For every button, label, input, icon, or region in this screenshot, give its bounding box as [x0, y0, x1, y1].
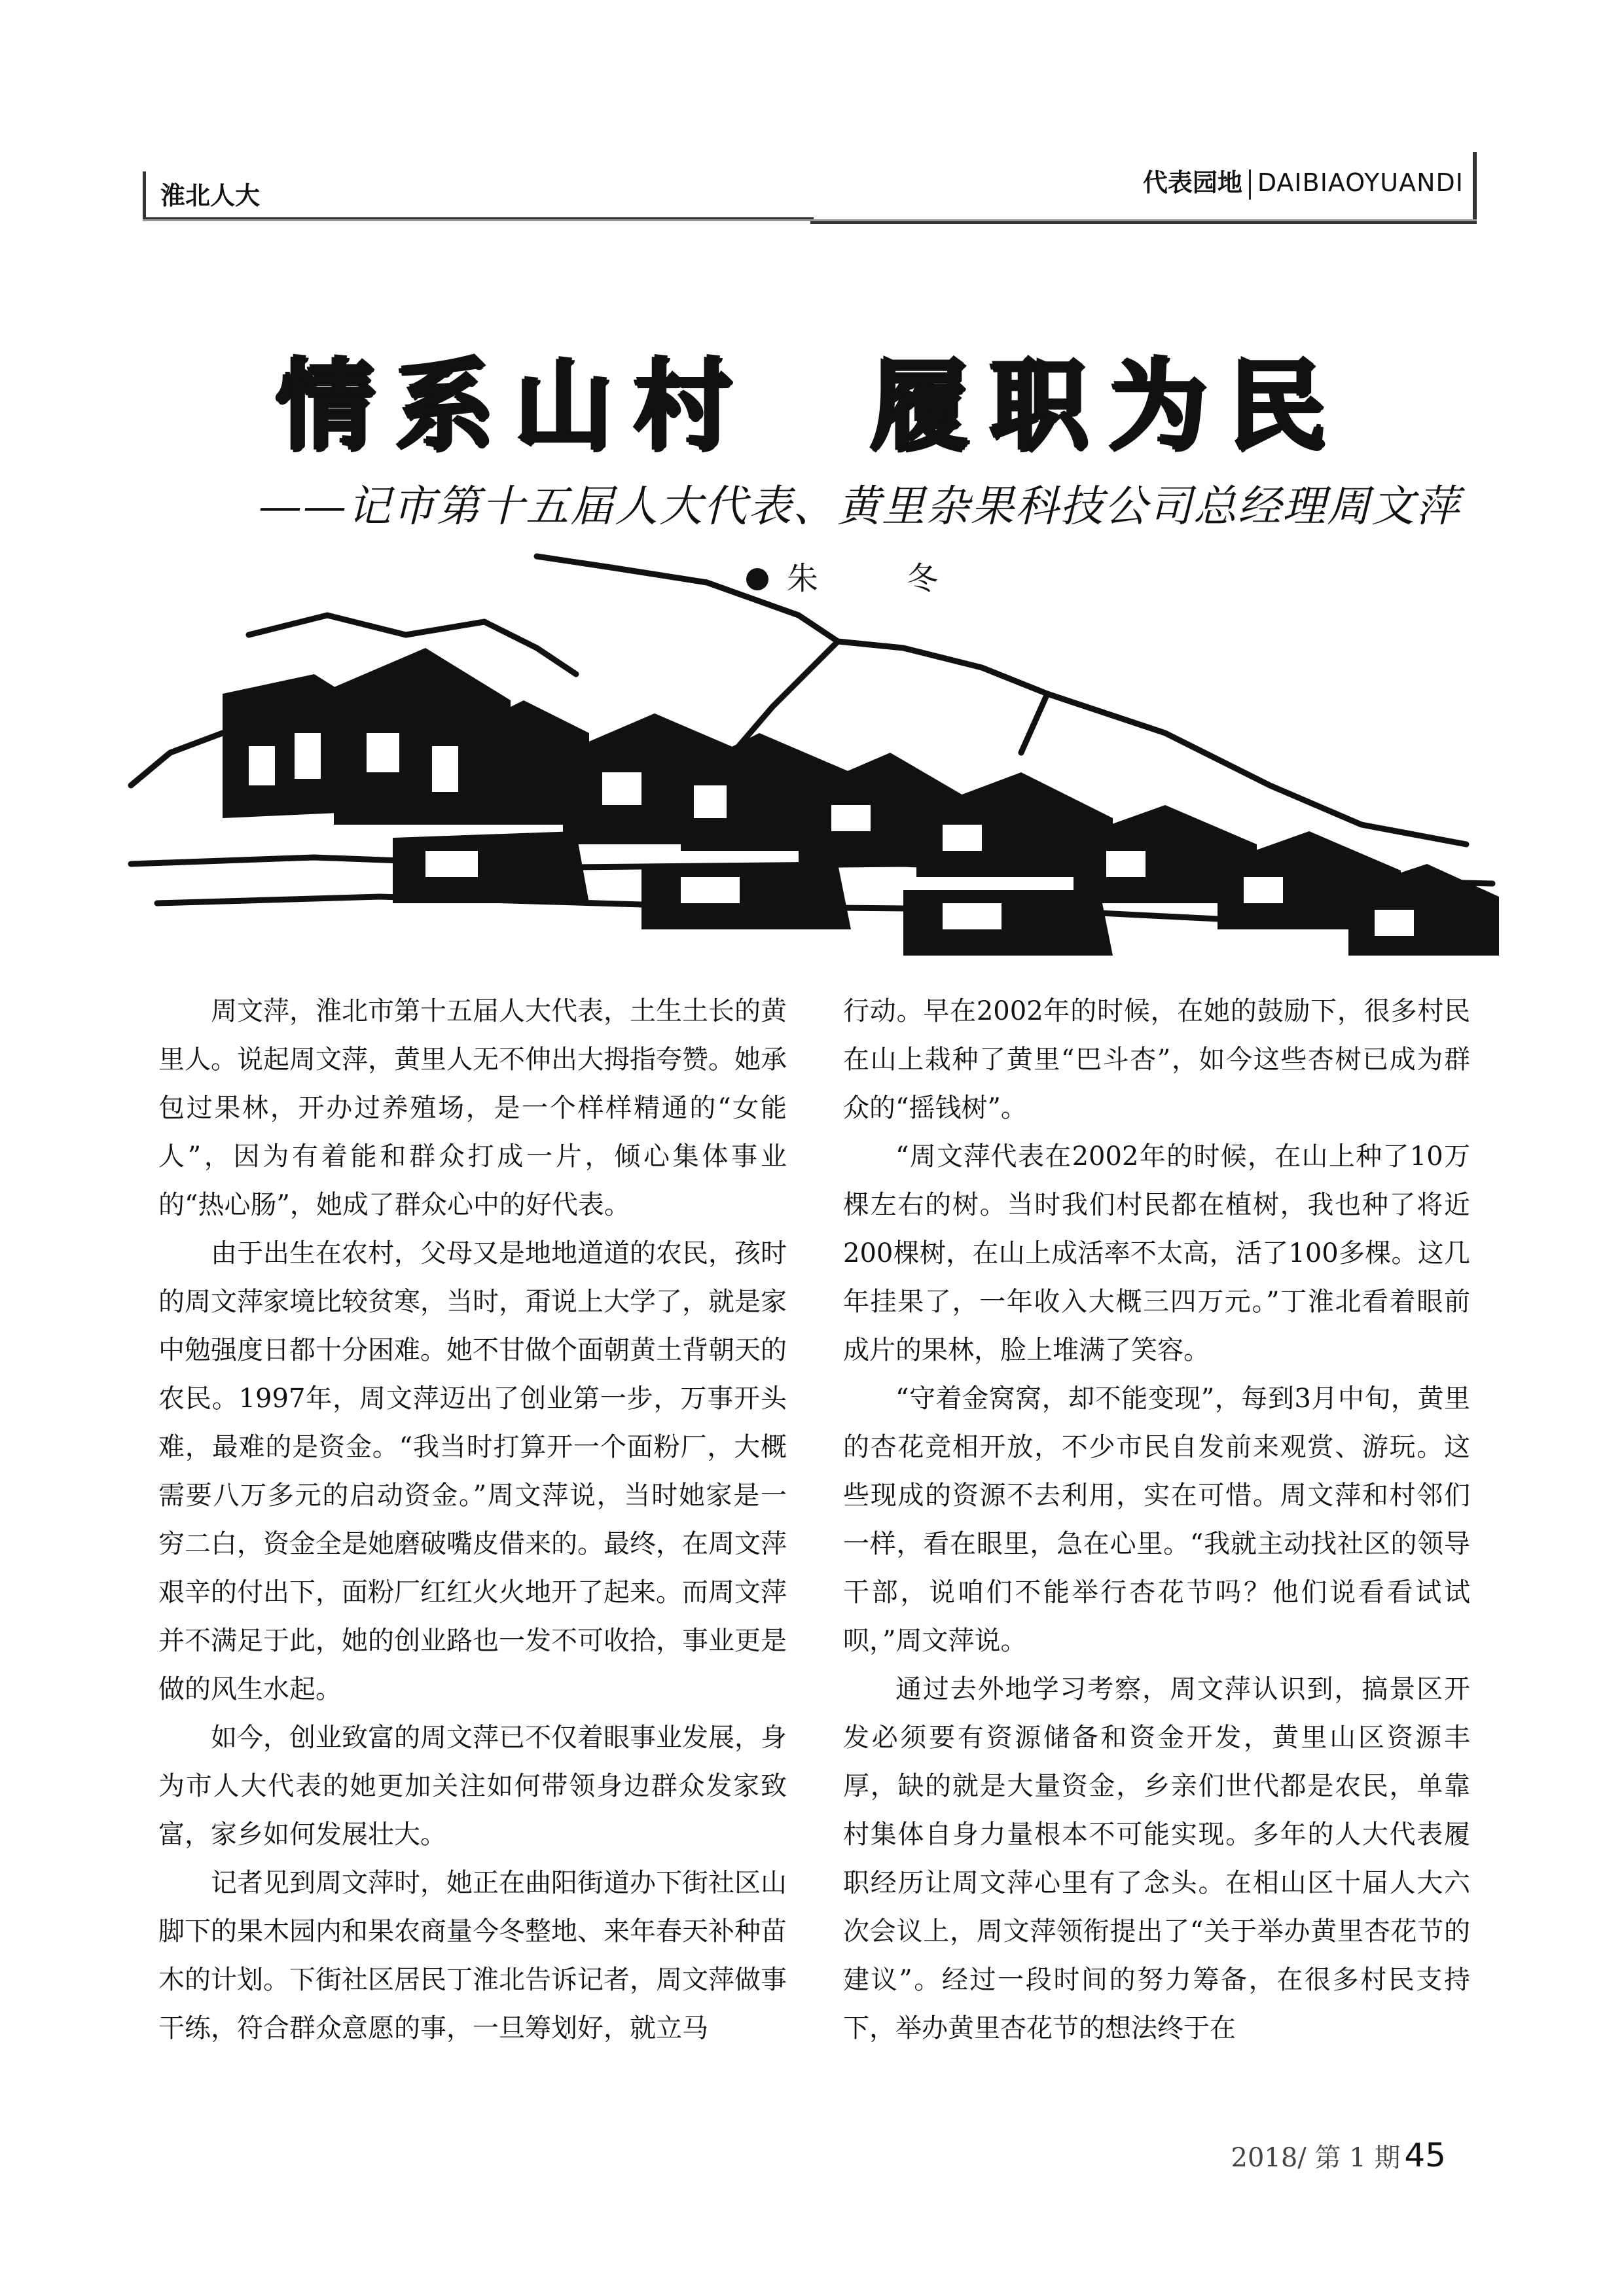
issue-label: 2018/ 第 1 期 [1231, 2143, 1401, 2173]
section-label-cn: 代表园地 [1142, 168, 1242, 197]
section-divider [1249, 170, 1251, 200]
title-part-1: 情系山村 [276, 349, 753, 464]
section-label [1143, 162, 1464, 200]
magazine-name: 淮北人大 [160, 181, 261, 210]
body-column-right [843, 987, 1470, 2053]
paragraph: 记者见到周文萍时，她正在曲阳街道办下街社区山脚下的果木园内和果农商量今冬整地、来年春天补种苗木的计划。下街社区居民丁淮北告诉记者，周文萍做事干练，符合群众意愿的事，一旦筹划好，就立马 [158, 1868, 787, 2043]
bullet-icon [746, 568, 768, 590]
header-rule [143, 219, 1477, 221]
paragraph: 由于出生在农村，父母又是地地道道的农民，孩时的周文萍家境比较贫寒，当时，甭说上大学了，就是家中勉强度日都十分困难。她不甘做个面朝黄土背朝天的农民。1997年，周文萍迈出了创业第一步，万事开头难，最难的是资金。“我当时打算开一个面粉厂，大概需要八万多元的启动资金。”周文萍说，当时她家是一穷二白，资金全是她磨破嘴皮借来的。最终，在周文萍艰辛的付出下，面粉厂红红火火地开了起来。而周文萍并不满足于此，她的创业路也一发不可收拾，事业更是做的风生水起。 [158, 1238, 787, 1704]
section-label-en: DAIBIAOYUANDI [1257, 168, 1464, 197]
paragraph: 如今，创业致富的周文萍已不仅着眼事业发展，身为市人大代表的她更加关注如何带领身边群众发家致富，家乡如何发展壮大。 [158, 1723, 787, 1850]
paragraph: “周文萍代表在2002年的时候，在山上种了10万棵左右的树。当时我们村民都在植树，我也种了将近200棵树，在山上成活率不太高，活了100多棵。这几年挂果了，一年收入大概三四万元。”丁淮北看着眼前成片的果林，脸上堆满了笑容。 [843, 1141, 1470, 1365]
byline [746, 553, 977, 598]
header-left-frame [143, 171, 814, 221]
village-illustration [118, 537, 1506, 982]
paragraph-continued: 行动。早在2002年的时候，在她的鼓励下，很多村民在山上栽种了黄里“巴斗杏”，如今这些杏树已成为群众的“摇钱树”。 [843, 996, 1470, 1123]
article-subtitle: ——记市第十五届人大代表、黄里杂果科技公司总经理周文萍 [259, 481, 1460, 531]
header-right-frame [810, 152, 1477, 224]
page-number: 45 [1404, 2136, 1446, 2174]
paragraph: 通过去外地学习考察，周文萍认识到，搞景区开发必须要有资源储备和资金开发，黄里山区资源丰厚，缺的就是大量资金，乡亲们世代都是农民，单靠村集体自身力量根本不可能实现。多年的人大代表履职经历让周文萍心里有了念头。在相山区十届人大六次会议上，周文萍领衔提出了“关于举办黄里杏花节的建议”。经过一段时间的努力筹备，在很多村民支持下，举办黄里杏花节的想法终于在 [843, 1674, 1470, 2043]
author-name: 朱 冬 [787, 560, 978, 597]
article-title [0, 327, 1624, 469]
title-part-2: 履职为民 [871, 349, 1348, 464]
paragraph: 周文萍，淮北市第十五届人大代表，土生土长的黄里人。说起周文萍，黄里人无不伸出大拇指夸赞。她承包过果林，开办过养殖场，是一个样样精通的“女能人”，因为有着能和群众打成一片，倾心集体事业的“热心肠”，她成了群众心中的好代表。 [158, 996, 787, 1220]
body-column-left [158, 987, 787, 2053]
page-footer [1231, 2136, 1447, 2174]
paragraph: “守着金窝窝，却不能变现”，每到3月中旬，黄里的杏花竞相开放，不少市民自发前来观赏、游玩。这些现成的资源不去利用，实在可惜。周文萍和村邻们一样，看在眼里，急在心里。“我就主动找社区的领导干部，说咱们不能举行杏花节吗？他们说看看试试呗，”周文萍说。 [843, 1384, 1470, 1656]
